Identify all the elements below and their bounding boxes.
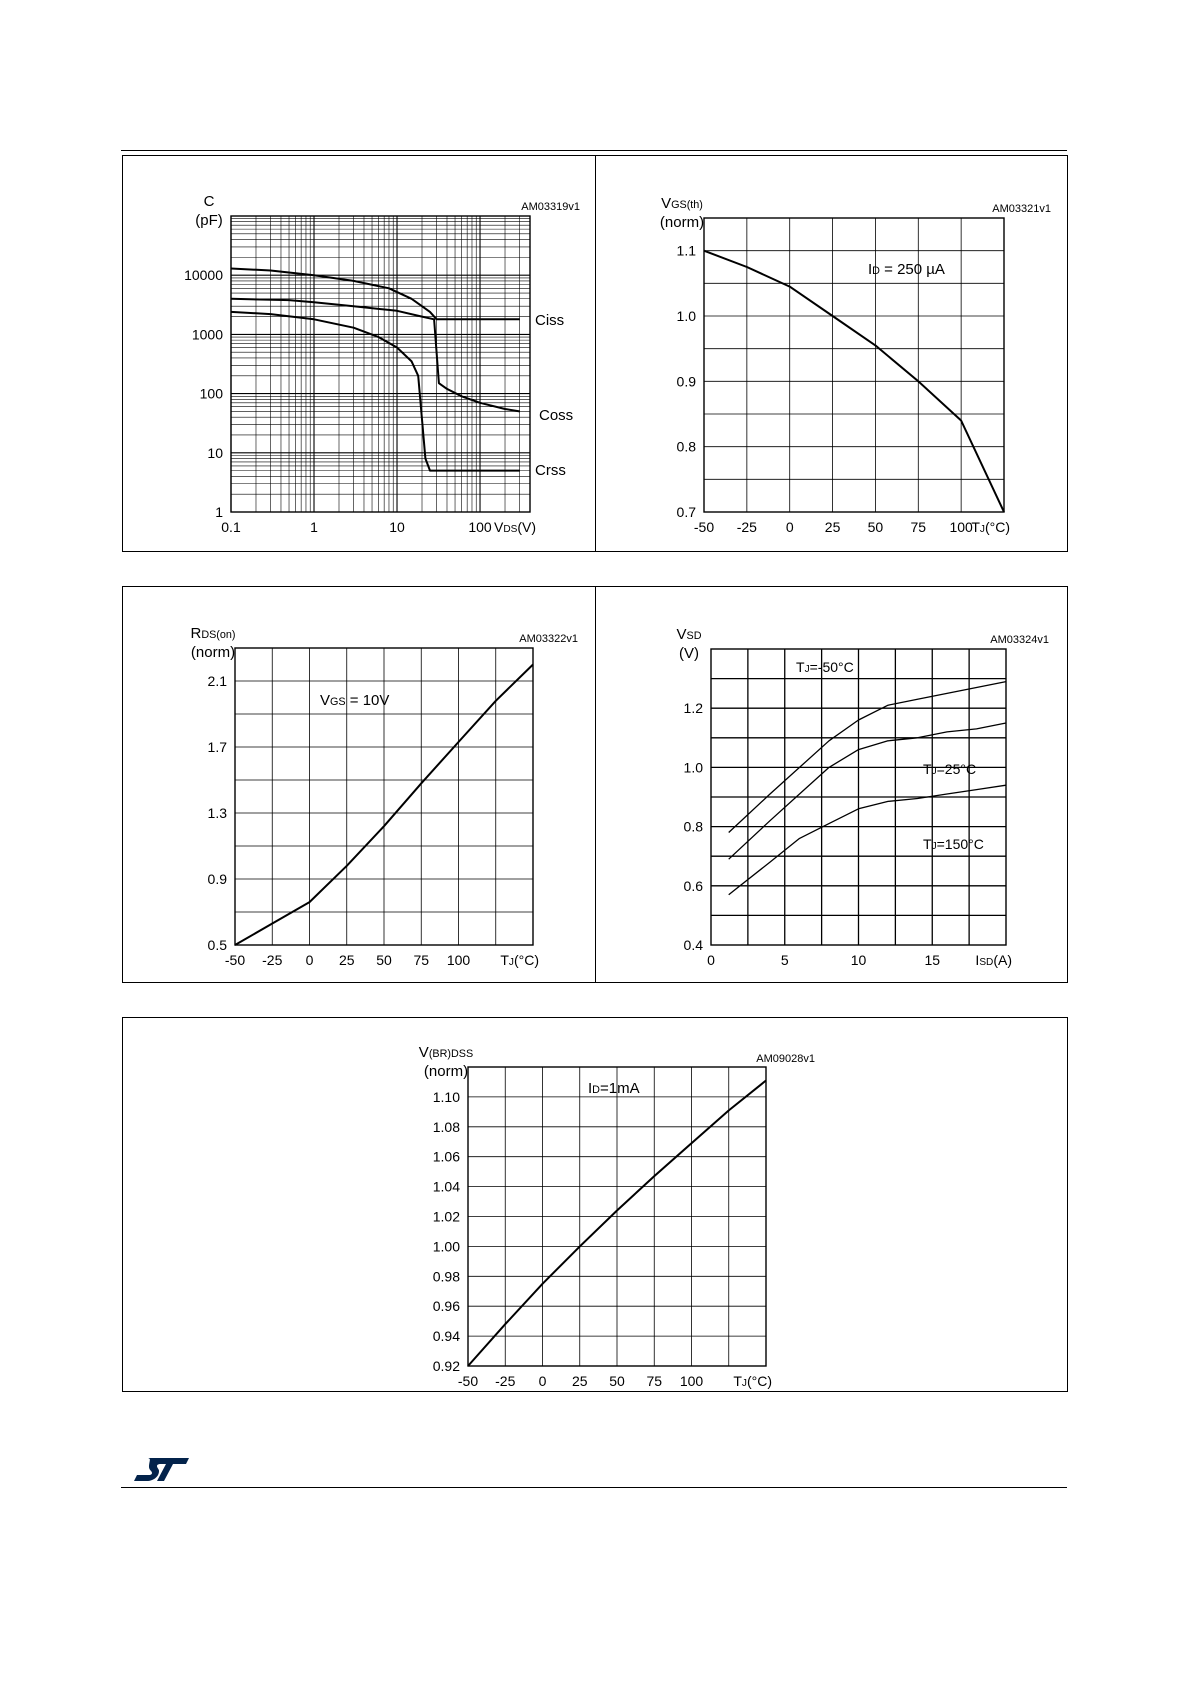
x-tick-label: 100 [446, 952, 471, 968]
y-tick-label: 0.4 [683, 937, 703, 953]
y-tick-label: 1.0 [676, 308, 696, 324]
y-tick-label: 2.1 [207, 673, 227, 689]
x-tick-label: 0 [707, 952, 715, 968]
y-tick-label: 1.7 [207, 739, 227, 755]
x-tick-label: 1 [310, 519, 318, 535]
series-line [729, 682, 1006, 833]
y-axis-unit: (norm) [659, 214, 705, 231]
plot-frame [231, 216, 530, 512]
x-tick-label: 75 [910, 519, 927, 535]
y-axis-label: VGS(th) [661, 195, 703, 212]
y-tick-label: 0.9 [207, 871, 227, 887]
condition-annotation: VGS = 10V [320, 692, 390, 709]
y-axis-unit: (norm) [423, 1063, 469, 1080]
bottom-rule [121, 1487, 1067, 1488]
x-tick-label: 50 [867, 519, 884, 535]
plot-frame [704, 218, 1004, 512]
condition-annotation: ID=1mA [588, 1080, 640, 1097]
y-tick-label: 1.10 [432, 1088, 460, 1105]
y-tick-label: 1.0 [683, 759, 703, 776]
x-tick-label: 100 [679, 1373, 704, 1389]
x-tick-label: 0 [305, 952, 314, 968]
x-tick-label: 75 [413, 952, 430, 968]
chart-AM03321v1 [660, 195, 1051, 535]
y-tick-label: 0.7 [676, 504, 696, 520]
series-label: TJ=-50°C [796, 659, 854, 675]
grid-AM03324v1 [711, 649, 1006, 945]
figure-id: AM09028v1 [756, 1053, 815, 1065]
y-tick-label: 0.8 [683, 818, 703, 835]
x-axis-label: TJ(°C) [971, 519, 1010, 535]
y-tick-label: 10000 [184, 267, 223, 284]
x-tick-label: 15 [924, 952, 941, 968]
y-tick-label: 1.00 [432, 1238, 460, 1255]
y-axis-unit: (norm) [190, 644, 236, 661]
y-axis-unit: (V) [679, 645, 699, 662]
chart-AM03324v1 [676, 626, 1049, 968]
x-tick-label: -25 [736, 519, 757, 535]
x-tick-label: 50 [376, 952, 392, 968]
series-label: TJ=150°C [923, 836, 984, 852]
y-tick-label: 100 [199, 385, 223, 402]
x-axis-label: TJ(°C) [733, 1373, 772, 1389]
y-tick-label: 1.2 [683, 700, 703, 717]
figure-id: AM03319v1 [521, 201, 580, 213]
x-tick-label: 50 [609, 1373, 625, 1389]
figure-id: AM03321v1 [992, 203, 1051, 215]
y-tick-label: 0.5 [207, 937, 227, 953]
y-tick-label: 0.92 [432, 1358, 460, 1374]
y-tick-label: 0.8 [676, 438, 696, 455]
y-tick-label: 1000 [191, 326, 223, 343]
grid-AM09028v1 [468, 1067, 766, 1366]
x-axis-label: ISD(A) [975, 952, 1012, 968]
y-tick-label: 0.96 [432, 1298, 460, 1315]
x-axis-label: VDS(V) [493, 519, 536, 535]
y-tick-label: 0.94 [432, 1328, 460, 1345]
x-tick-label: 100 [949, 519, 973, 535]
y-axis-label: VSD [676, 626, 702, 643]
figure-id: AM03324v1 [990, 634, 1049, 646]
x-tick-label: 25 [338, 952, 355, 968]
x-tick-label: 0 [538, 1373, 547, 1389]
y-axis-label: C [203, 193, 215, 210]
series-label: Coss [539, 407, 574, 424]
series-label: TJ=25°C [923, 761, 977, 777]
x-tick-label: 0 [785, 519, 794, 535]
x-tick-label: -25 [495, 1373, 516, 1389]
condition-annotation: ID = 250 µA [868, 261, 945, 278]
series-label: Crss [535, 462, 566, 479]
x-axis-label: TJ(°C) [500, 952, 539, 968]
chart-AM09028v1 [419, 1044, 815, 1389]
x-tick-label: 0.1 [221, 519, 241, 535]
y-tick-label: 0.9 [676, 373, 696, 390]
y-axis-unit: (pF) [195, 212, 223, 229]
x-tick-label: 100 [468, 519, 492, 535]
y-tick-label: 1 [215, 504, 223, 520]
x-tick-label: -50 [693, 519, 715, 535]
x-tick-label: 5 [780, 952, 789, 968]
grid-AM03321v1 [704, 218, 1004, 512]
y-tick-label: 1.3 [207, 805, 227, 821]
x-tick-label: 75 [646, 1373, 663, 1389]
y-axis-label: V(BR)DSS [418, 1044, 474, 1061]
x-tick-label: -50 [224, 952, 246, 968]
y-axis-label: RDS(on) [190, 625, 236, 642]
y-tick-label: 1.08 [432, 1118, 460, 1135]
x-tick-label: 25 [824, 519, 841, 535]
y-tick-label: 1.02 [432, 1208, 460, 1225]
x-tick-label: 10 [389, 519, 405, 535]
x-tick-label: 25 [571, 1373, 588, 1389]
figure-id: AM03322v1 [519, 633, 578, 645]
y-tick-label: 10 [207, 444, 223, 461]
y-tick-label: 1.1 [676, 242, 696, 259]
x-tick-label: -50 [457, 1373, 479, 1389]
x-tick-label: -25 [262, 952, 283, 968]
y-tick-label: 0.6 [683, 877, 703, 894]
chart-AM03319v1 [184, 193, 580, 535]
st-logo-icon [133, 1455, 191, 1483]
chart-AM03322v1 [190, 625, 578, 968]
x-tick-label: 10 [850, 952, 867, 968]
grid-AM03319v1 [231, 216, 530, 512]
y-tick-label: 1.06 [432, 1148, 460, 1165]
y-tick-label: 1.04 [432, 1178, 460, 1195]
series-label: Ciss [535, 312, 565, 329]
y-tick-label: 0.98 [432, 1268, 460, 1285]
